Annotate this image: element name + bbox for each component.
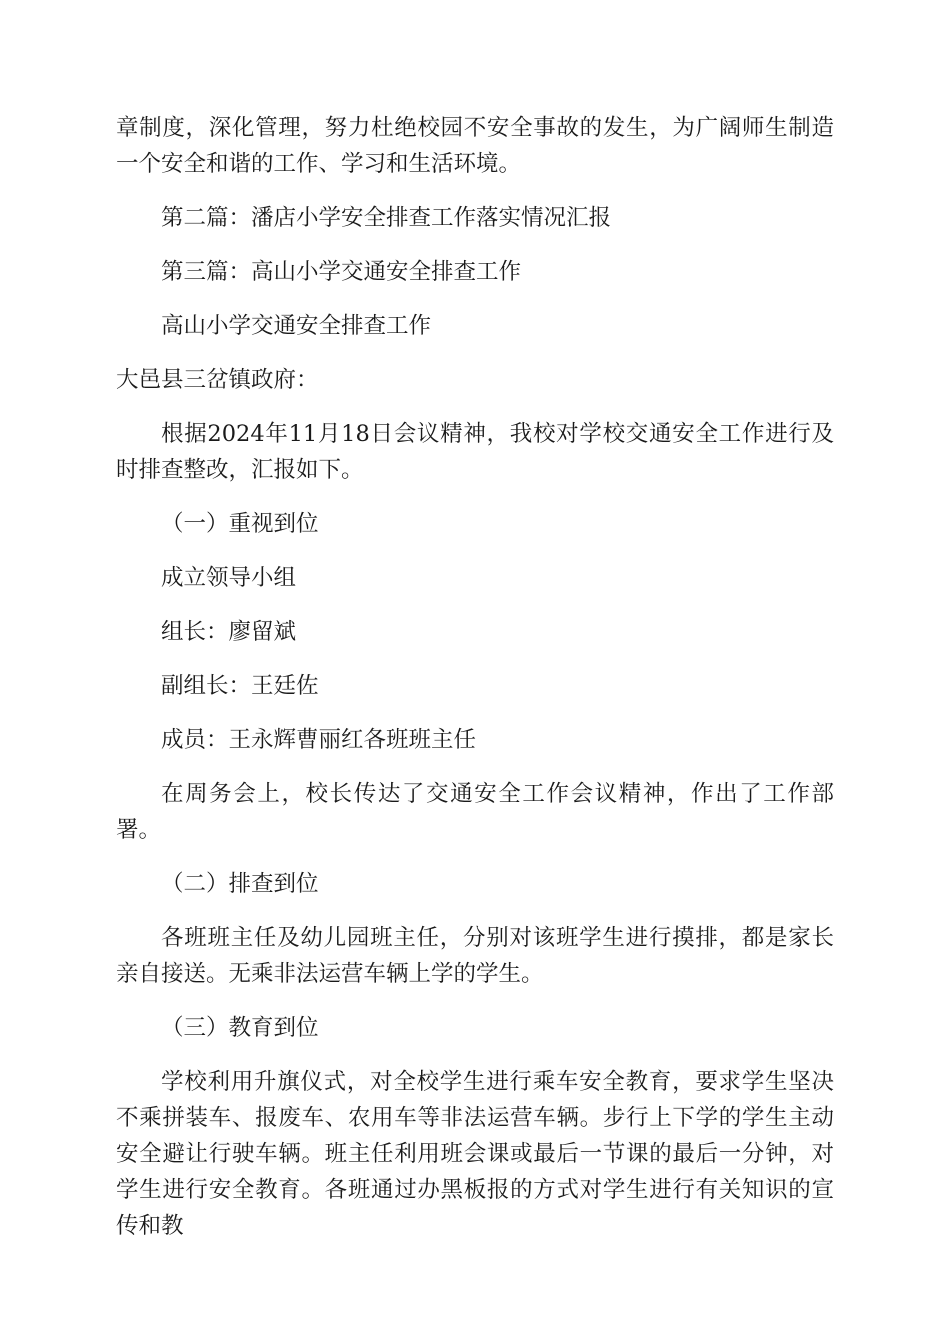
paragraph-intro: 根据2024年11月18日会议精神，我校对学校交通安全工作进行及时排查整改，汇报如下。: [116, 421, 834, 483]
paragraph-education: 学校利用升旗仪式，对全校学生进行乘车安全教育，要求学生坚决不乘拼装车、报废车、农用车等非法运营车辆。步行上下学的学生主动安全避让行驶车辆。班主任利用班会课或最后一节课的最后一分钟，对学生进行安全教育。各班通过办黑板报的方式对学生进行有关知识的宣传和教: [116, 1069, 834, 1239]
report-title: 高山小学交通安全排查工作: [161, 313, 432, 339]
section-heading-1: （一）重视到位: [161, 511, 319, 537]
paragraph-continuation: 章制度，深化管理，努力杜绝校园不安全事故的发生，为广阔师生制造一个安全和谐的工作、学习和生活环境。: [116, 115, 834, 177]
heading-part-two: 第二篇：潘店小学安全排查工作落实情况汇报: [161, 205, 612, 231]
paragraph-leadership-group: 成立领导小组: [161, 565, 297, 591]
paragraph-deputy-leader: 副组长：王廷佐: [161, 673, 319, 699]
paragraph-meeting: 在周务会上，校长传达了交通安全工作会议精神，作出了工作部署。: [116, 781, 834, 843]
document-body: [116, 110, 834, 1262]
section-heading-3: （三）教育到位: [161, 1015, 319, 1041]
paragraph-members: 成员：王永辉曹丽红各班班主任: [161, 727, 477, 753]
heading-part-three: 第三篇：高山小学交通安全排查工作: [161, 259, 522, 285]
paragraph-group-leader: 组长：廖留斌: [161, 619, 297, 645]
section-heading-2: （二）排查到位: [161, 871, 319, 897]
recipient-salutation: 大邑县三岔镇政府：: [116, 367, 319, 393]
paragraph-inspection: 各班班主任及幼儿园班主任，分别对该班学生进行摸排，都是家长亲自接送。无乘非法运营车辆上学的学生。: [116, 925, 834, 987]
